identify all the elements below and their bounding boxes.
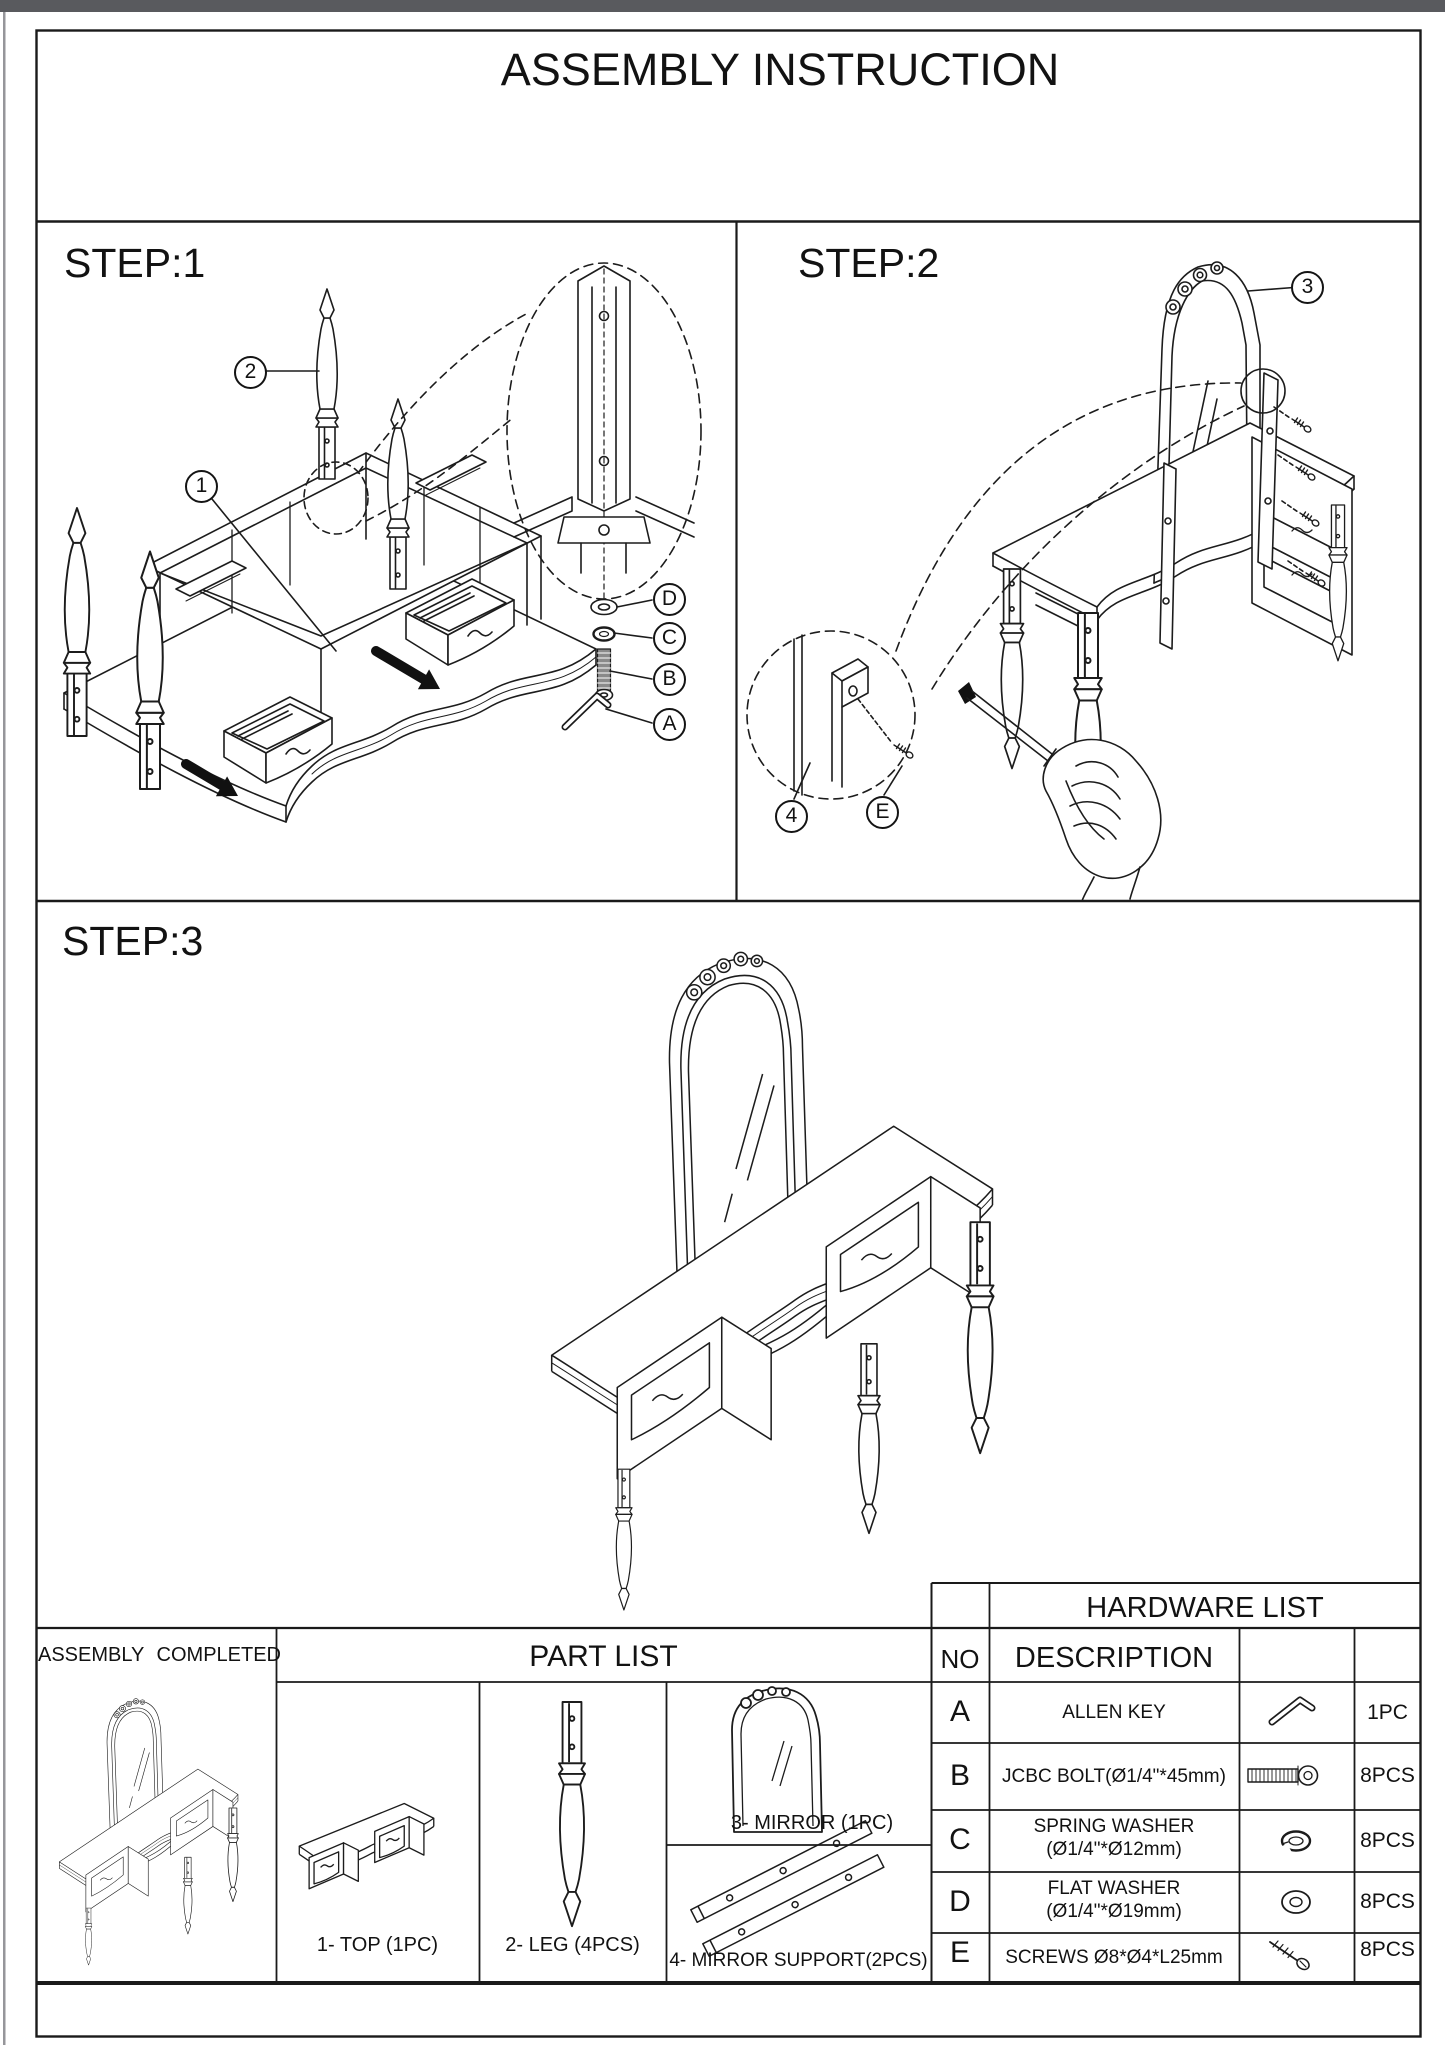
hardware-col-description: DESCRIPTION (1014, 1642, 1214, 1674)
step3-label: STEP:3 (62, 918, 204, 964)
hardware-row-desc: SPRING WASHER (1033, 1816, 1195, 1837)
callout-hw-b: B (653, 663, 686, 696)
hardware-col-no: NO (940, 1644, 980, 1674)
hardware-row-letter: E (949, 1936, 970, 1969)
hardware-list-title: HARDWARE LIST (1086, 1592, 1324, 1624)
callout-part-4: 4 (775, 800, 808, 833)
leg-figure (559, 1702, 585, 1926)
hardware-row-qty: 8PCS (1360, 1938, 1415, 1961)
page-title: ASSEMBLY INSTRUCTION (500, 44, 1060, 95)
table-top-figure (299, 1803, 433, 1888)
callout-hw-d: D (653, 583, 686, 616)
callout-part-3: 3 (1291, 271, 1324, 304)
hardware-row-desc: SCREWS Ø8*Ø4*L25mm (1005, 1947, 1223, 1968)
assembly-completed-label: ASSEMBLY COMPLETED (38, 1644, 281, 1666)
part-caption-mirror-support: 4- MIRROR SUPPORT(2PCS) (669, 1950, 928, 1971)
part-caption-leg: 2- LEG (4PCS) (505, 1934, 640, 1956)
bolt-icon (1248, 1766, 1318, 1785)
part-caption-top: 1- TOP (1PC) (316, 1934, 439, 1956)
step3-diagram (552, 952, 994, 1610)
hardware-row-qty: 8PCS (1360, 1764, 1415, 1787)
assembly-completed-figure (59, 1699, 238, 1965)
hand-illustration (1043, 740, 1161, 901)
mirror-support-figure (691, 1821, 884, 1956)
hardware-row-desc2: (Ø1/4"*Ø12mm) (1046, 1839, 1182, 1860)
step1-label: STEP:1 (64, 240, 206, 286)
hardware-row-letter: A (949, 1695, 970, 1728)
hardware-row-desc2: (Ø1/4"*Ø19mm) (1046, 1901, 1182, 1922)
hardware-row-letter: C (949, 1823, 971, 1856)
spring-washer-icon (1281, 1832, 1310, 1855)
callout-part-1: 1 (185, 470, 218, 503)
scan-edge-top (0, 0, 1445, 12)
allen-key-icon (1272, 1700, 1312, 1722)
hardware-row-desc: FLAT WASHER (1047, 1878, 1181, 1899)
hardware-row-desc: JCBC BOLT(Ø1/4"*45mm) (1002, 1766, 1226, 1787)
hardware-row-qty: 8PCS (1360, 1829, 1415, 1852)
flat-washer-icon (1282, 1891, 1310, 1913)
hardware-row-letter: B (949, 1759, 970, 1792)
step2-diagram (747, 262, 1354, 901)
part-caption-mirror: 3- MIRROR (1PC) (730, 1812, 894, 1834)
callout-hw-a: A (653, 708, 686, 741)
mirror-figure (732, 1687, 822, 1832)
callout-part-2: 2 (234, 356, 267, 389)
hardware-row-qty: 1PC (1367, 1701, 1408, 1724)
hardware-row-letter: D (949, 1885, 971, 1918)
hardware-row-qty: 8PCS (1360, 1890, 1415, 1913)
part-list-title: PART LIST (529, 1640, 678, 1673)
callout-hw-e: E (866, 796, 899, 829)
hardware-row-desc: ALLEN KEY (1062, 1702, 1166, 1723)
callout-hw-c: C (653, 622, 686, 655)
scan-edge-left (3, 12, 6, 2045)
step1-diagram (64, 263, 701, 822)
step2-label: STEP:2 (798, 240, 940, 286)
screw-icon (1270, 1941, 1311, 1972)
